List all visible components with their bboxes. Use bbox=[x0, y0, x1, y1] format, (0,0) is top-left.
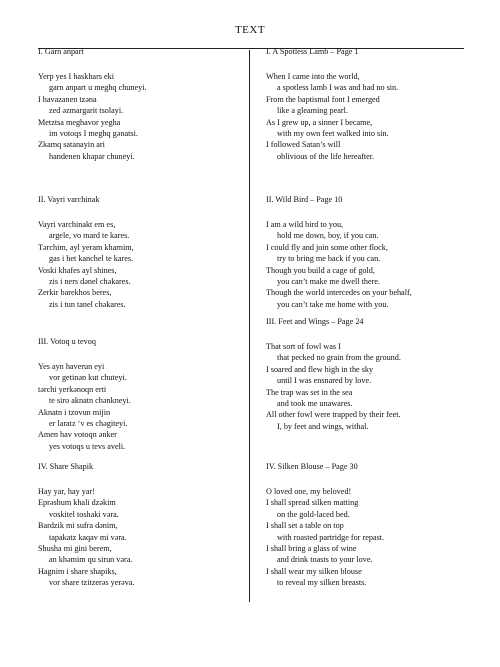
verse-line: Amen hav votoqn ənker bbox=[38, 430, 117, 440]
verse-line: zed əzmargarit tsolayi. bbox=[49, 106, 124, 116]
section-lines bbox=[266, 341, 476, 432]
verse-line: yes votoqs u tevs aveli. bbox=[49, 441, 126, 451]
verse-line: Tərchim, ayl yeram kharnim, bbox=[38, 242, 134, 252]
section-lines bbox=[266, 219, 476, 310]
verse-line: I soared and flew high in the sky bbox=[266, 364, 374, 374]
verse-line: er laratz ‘v es chəgiteyi. bbox=[49, 418, 128, 428]
verse-line: oblivious of the life hereafter. bbox=[277, 151, 375, 161]
verse-line: zis i tun tanel chəkares. bbox=[49, 299, 126, 309]
page-title: TEXT bbox=[234, 24, 266, 36]
section-lines bbox=[266, 486, 476, 589]
verse-line: argele, vo mard te kares. bbox=[49, 231, 130, 241]
verse-line: try to bring me back if you can. bbox=[277, 254, 381, 264]
verse-line: From the baptismal font I emerged bbox=[266, 94, 380, 104]
verse-line: garn anpart u meghq chuneyi. bbox=[49, 83, 147, 93]
verse-line: Eprəshum khali dzəkim bbox=[38, 498, 116, 508]
verse-line: As I grew up, a sinner I became, bbox=[266, 117, 373, 127]
verse-line: like a gleaming pearl. bbox=[277, 106, 348, 116]
verse-line: All other fowl were trapped by their feet. bbox=[266, 410, 401, 420]
verse-line: voskitel toshaki vəra. bbox=[49, 509, 119, 519]
verse-line: to reveal my silken breasts. bbox=[277, 578, 367, 588]
section-heading: III. Feet and Wings – Page 24 bbox=[266, 317, 364, 326]
verse-line: tərchi yerkənoqn erti bbox=[38, 384, 107, 394]
poem-section-3 bbox=[38, 337, 248, 452]
section-lines bbox=[38, 219, 248, 310]
verse-line: that pecked no grain from the ground. bbox=[277, 353, 401, 363]
verse-line: zis i ners dənel chəkares. bbox=[49, 276, 131, 286]
verse-line: Though you build a cage of gold, bbox=[266, 265, 375, 275]
verse-line: Vayri varchinakt em es, bbox=[38, 220, 116, 229]
translation-section-1 bbox=[266, 47, 476, 162]
verse-line: gas i het kanchel te kares. bbox=[49, 254, 134, 264]
verse-line: with roasted partridge for repast. bbox=[277, 532, 385, 542]
verse-line: The trap was set in the sea bbox=[266, 387, 353, 397]
verse-line: I shall spread silken matting bbox=[266, 498, 359, 508]
verse-line: im votoqs I meghq gənatsi. bbox=[49, 128, 138, 138]
verse-line: I followed Satan’s will bbox=[266, 140, 341, 150]
section-lines bbox=[38, 486, 248, 589]
verse-line: an khəmim qu sirun vəra. bbox=[49, 555, 133, 565]
section-lines bbox=[38, 361, 248, 452]
verse-line: That sort of fowl was I bbox=[266, 342, 341, 351]
verse-line: and took me unawares. bbox=[277, 398, 353, 408]
verse-line: Voski khafes ayl shines, bbox=[38, 265, 117, 275]
verse-line: Aknatn i tzovun mijin bbox=[38, 407, 111, 417]
poem-section-4 bbox=[38, 462, 248, 589]
verse-line: te siro aknatn chənkneyi. bbox=[49, 396, 131, 406]
verse-line: until I was ensnared by love. bbox=[277, 376, 372, 386]
section-heading: III. Votoq u tevoq bbox=[38, 337, 96, 346]
section-heading: IV. Share Shapik bbox=[38, 462, 94, 471]
verse-line: I could fly and join some other flock, bbox=[266, 242, 388, 252]
verse-line: I, by feet and wings, withal. bbox=[277, 421, 369, 431]
verse-line: on the gold-laced bed. bbox=[277, 509, 350, 519]
verse-line: handenen khapar chuneyi. bbox=[49, 151, 135, 161]
verse-line: hold me down, boy, if you can. bbox=[277, 231, 379, 241]
verse-line: Zerkir barekhos beres, bbox=[38, 288, 112, 298]
column-divider bbox=[249, 50, 250, 602]
verse-line: O loved one, my beloved! bbox=[266, 487, 352, 496]
verse-line: I am a wild bird to you, bbox=[266, 220, 344, 229]
translation-section-4 bbox=[266, 462, 476, 589]
section-heading: I. Garn anpart bbox=[38, 47, 84, 56]
section-heading: II. Vayri varchinak bbox=[38, 195, 100, 204]
section-heading: I. A Spotless Lamb – Page 1 bbox=[266, 47, 359, 56]
verse-line: vor getinən kut chuteyi. bbox=[49, 373, 127, 383]
section-lines bbox=[266, 71, 476, 162]
verse-line: Zkamq satanayin ari bbox=[38, 140, 105, 150]
verse-line: Yes ayn haverun eyi bbox=[38, 362, 105, 371]
poem-section-2 bbox=[38, 195, 248, 310]
verse-line: you can’t take me home with you. bbox=[277, 299, 389, 309]
verse-line: Hagnim i share shapiks, bbox=[38, 566, 117, 576]
verse-line: Metztsa meghavor yegha bbox=[38, 117, 121, 127]
verse-line: tapakatz kaqav mi vəra. bbox=[49, 532, 127, 542]
section-heading: IV. Silken Blouse – Page 30 bbox=[266, 462, 358, 471]
poem-section-1 bbox=[38, 47, 248, 162]
verse-line: When I came into the world, bbox=[266, 72, 360, 81]
section-lines bbox=[38, 71, 248, 162]
verse-line: you can’t make me dwell there. bbox=[277, 276, 381, 286]
section-heading: II. Wild Bird – Page 10 bbox=[266, 195, 343, 204]
verse-line: Hay yar, hay yar! bbox=[38, 487, 95, 496]
verse-line: a spotless lamb I was and had no sin. bbox=[277, 83, 399, 93]
verse-line: I shall wear my silken blouse bbox=[266, 566, 362, 576]
verse-line: vor share tzitzerəs yerəva. bbox=[49, 578, 135, 588]
translation-section-3 bbox=[266, 317, 476, 432]
verse-line: Shusha mi gini berem, bbox=[38, 543, 112, 553]
translation-section-2 bbox=[266, 195, 476, 310]
verse-line: with my own feet walked into sin. bbox=[277, 128, 389, 138]
verse-line: and drink toasts to your love. bbox=[277, 555, 373, 565]
verse-line: I shall set a table on top bbox=[266, 521, 344, 531]
verse-line: Yerp yes I haskhars eki bbox=[38, 72, 115, 81]
verse-line: I shall bring a glass of wine bbox=[266, 543, 357, 553]
verse-line: I havazanen tzəna bbox=[38, 94, 97, 104]
verse-line: Though the world intercedes on your behalf, bbox=[266, 288, 412, 298]
verse-line: Bardzik mi sufra dənim, bbox=[38, 521, 118, 531]
